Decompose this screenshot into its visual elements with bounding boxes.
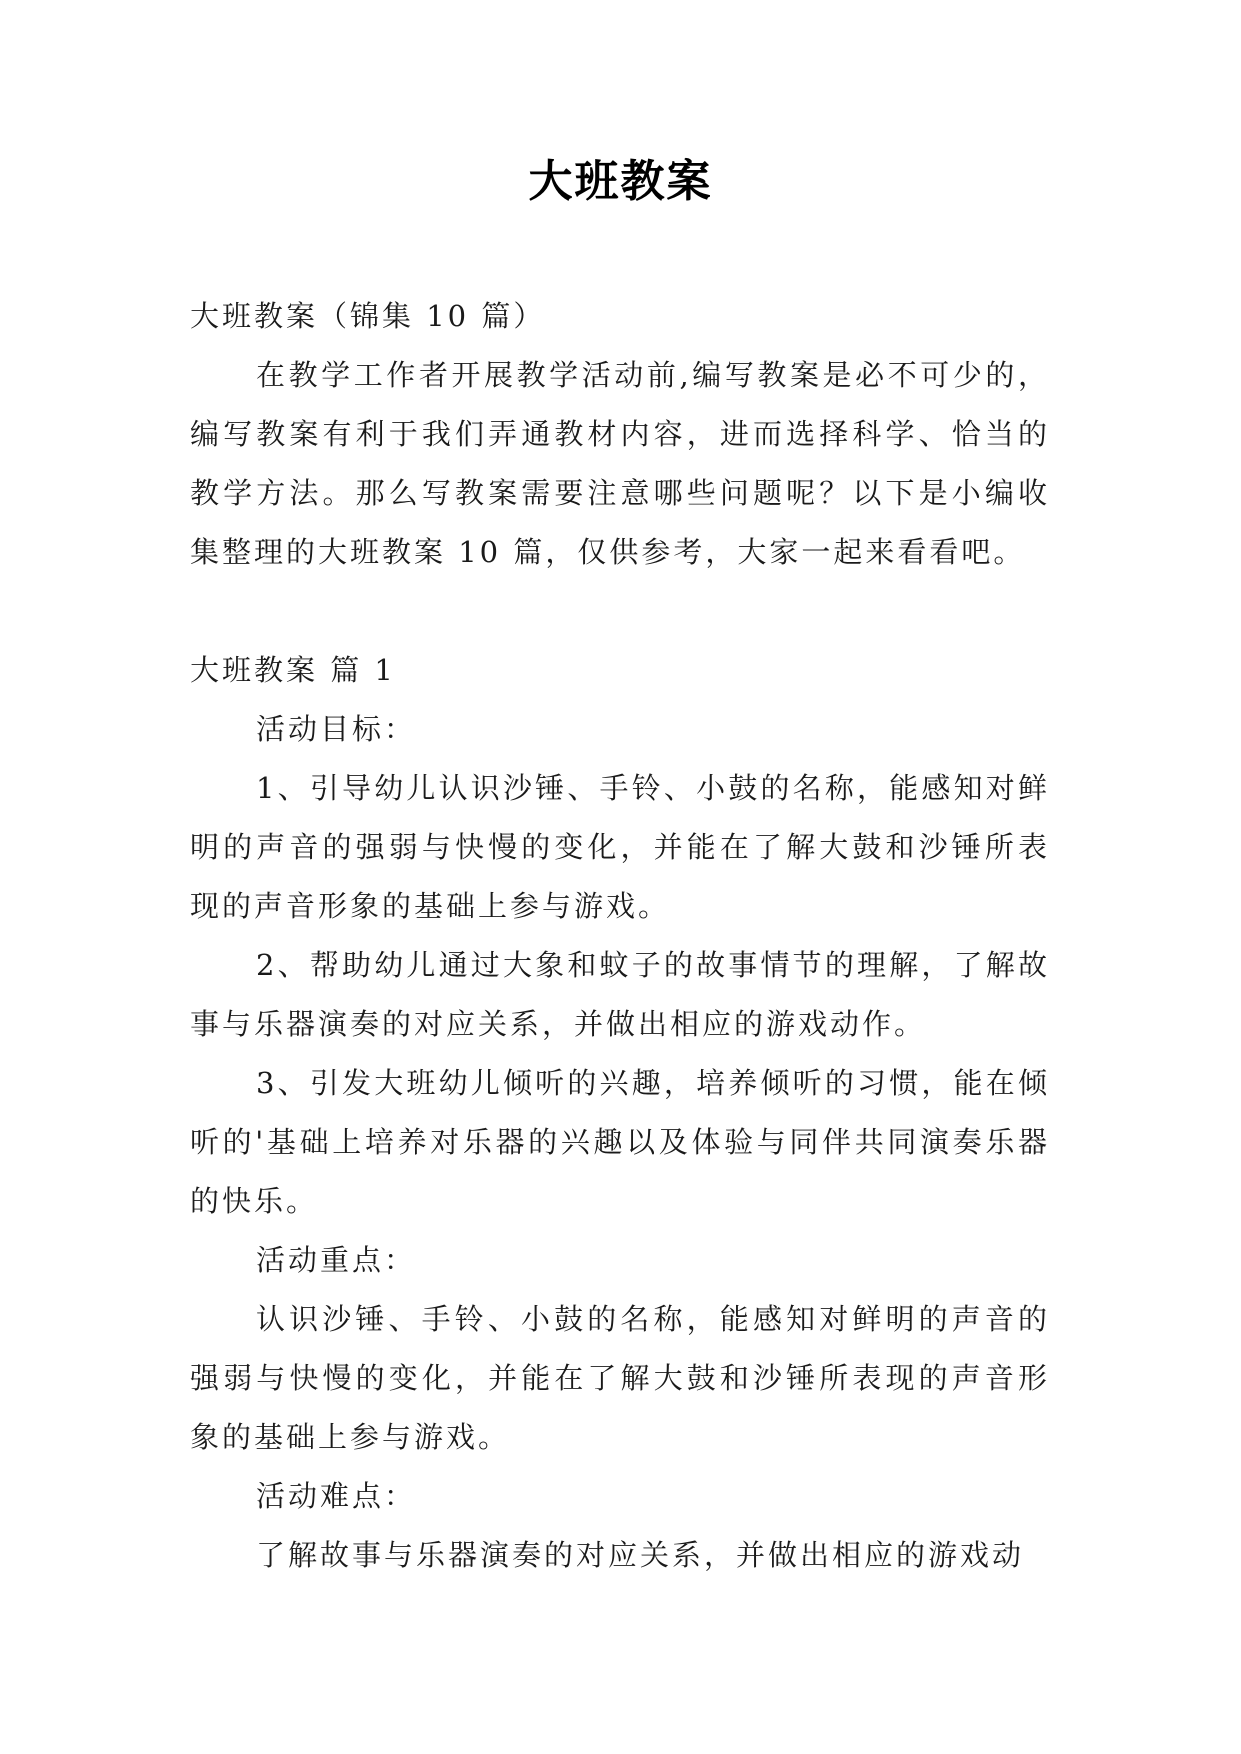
goal-item-2: 2、帮助幼儿通过大象和蚊子的故事情节的理解，了解故事与乐器演奏的对应关系，并做出相应的游戏动作。 (190, 948, 1050, 1041)
key-paragraph: 认识沙锤、手铃、小鼓的名称，能感知对鲜明的声音的强弱与快慢的变化，并能在了解大鼓和沙锤所表现的声音形象的基础上参与游戏。 (190, 1302, 1050, 1454)
document-subtitle: 大班教案（锦集 10 篇） (190, 299, 546, 333)
goals-heading: 活动目标： (256, 712, 417, 746)
key-heading: 活动重点： (256, 1243, 417, 1277)
section-heading: 大班教案 篇 1 (190, 653, 396, 687)
document-title: 大班教案 (528, 156, 713, 207)
difficulty-paragraph: 了解故事与乐器演奏的对应关系，并做出相应的游戏动 (256, 1538, 1025, 1572)
goal-item-1: 1、引导幼儿认识沙锤、手铃、小鼓的名称，能感知对鲜明的声音的强弱与快慢的变化，并能在了解大鼓和沙锤所表现的声音形象的基础上参与游戏。 (190, 771, 1050, 923)
intro-paragraph: 在教学工作者开展教学活动前,编写教案是必不可少的，编写教案有利于我们弄通教材内容，进而选择科学、恰当的教学方法。那么写教案需要注意哪些问题呢？以下是小编收集整理的大班教案 10 篇，仅供参考，大家一起来看看吧。 (190, 358, 1050, 569)
document-body (190, 287, 1050, 1585)
difficulty-heading: 活动难点： (256, 1479, 417, 1513)
goal-item-3: 3、引发大班幼儿倾听的兴趣，培养倾听的习惯，能在倾听的'基础上培养对乐器的兴趣以及体验与同伴共同演奏乐器的快乐。 (190, 1066, 1050, 1218)
